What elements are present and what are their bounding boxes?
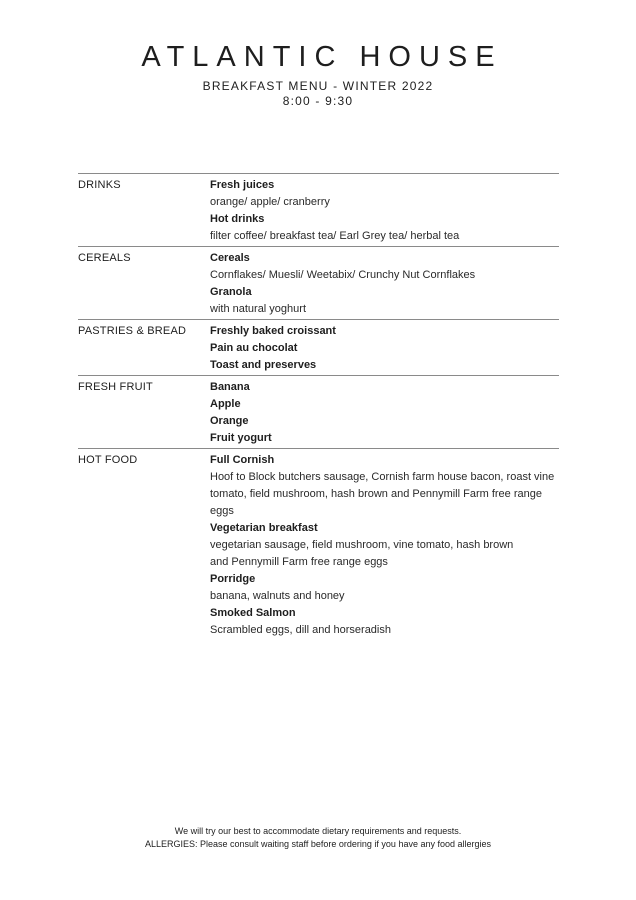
menu-section [78, 247, 559, 320]
menu-item-name: Pain au chocolat [210, 342, 298, 354]
menu-item-name: Banana [210, 381, 250, 393]
menu-item-description: orange/ apple/ cranberry [210, 196, 330, 208]
menu-item-name: Vegetarian breakfast [210, 522, 318, 534]
menu-item-name: Fresh juices [210, 179, 275, 191]
menu-header [0, 40, 636, 109]
menu-item-name: Cereals [210, 252, 250, 264]
menu-item-name: Freshly baked croissant [210, 325, 336, 337]
menu-item-name: Granola [210, 286, 252, 298]
section-items [210, 177, 559, 245]
menu-item-description: and Pennymill Farm free range eggs [210, 556, 388, 568]
menu-item-name: Full Cornish [210, 454, 275, 466]
menu-item-description: Scrambled eggs, dill and horseradish [210, 624, 391, 636]
menu-item-description: tomato, field mushroom, hash brown and Pennymill Farm free range [210, 488, 542, 500]
section-items [210, 379, 559, 447]
dietary-note: We will try our best to accommodate dietary requirements and requests. [174, 826, 462, 836]
menu-item-name: Toast and preserves [210, 359, 317, 371]
menu-item-name: Orange [210, 415, 249, 427]
section-items [210, 250, 559, 318]
menu-item-description: Hoof to Block butchers sausage, Cornish farm house bacon, roast vine [210, 471, 555, 483]
menu-item-description: vegetarian sausage, field mushroom, vine tomato, hash brown [210, 539, 514, 551]
menu-item-description: Cornflakes/ Muesli/ Weetabix/ Crunchy Nut Cornflakes [210, 269, 476, 281]
section-category: HOT FOOD [78, 454, 138, 466]
section-items [210, 452, 559, 639]
section-items [210, 323, 559, 374]
menu-item-description: banana, walnuts and honey [210, 590, 345, 602]
menu-item-name: Fruit yogurt [210, 432, 272, 444]
menu-item-name: Smoked Salmon [210, 607, 296, 619]
menu-section [78, 449, 559, 640]
section-category: DRINKS [78, 179, 121, 191]
menu-subtitle: BREAKFAST MENU - WINTER 2022 [202, 79, 434, 93]
menu-item-description: with natural yoghurt [210, 303, 306, 315]
menu-section [78, 174, 559, 247]
menu-section [78, 376, 559, 449]
menu-section [78, 320, 559, 376]
section-category: CEREALS [78, 252, 131, 264]
section-category: FRESH FRUIT [78, 381, 153, 393]
menu-item-name: Porridge [210, 573, 256, 585]
section-category: PASTRIES & BREAD [78, 325, 187, 337]
footer-notes [0, 825, 636, 851]
menu-item-name: Hot drinks [210, 213, 265, 225]
service-hours: 8:00 - 9:30 [282, 94, 354, 108]
menu-table [78, 173, 559, 640]
restaurant-title: ATLANTIC HOUSE [141, 41, 503, 73]
menu-item-description: eggs [210, 505, 234, 517]
menu-item-description: filter coffee/ breakfast tea/ Earl Grey tea/ herbal tea [210, 230, 460, 242]
menu-item-name: Apple [210, 398, 241, 410]
allergy-note: ALLERGIES: Please consult waiting staff before ordering if you have any food allergies [144, 839, 492, 849]
